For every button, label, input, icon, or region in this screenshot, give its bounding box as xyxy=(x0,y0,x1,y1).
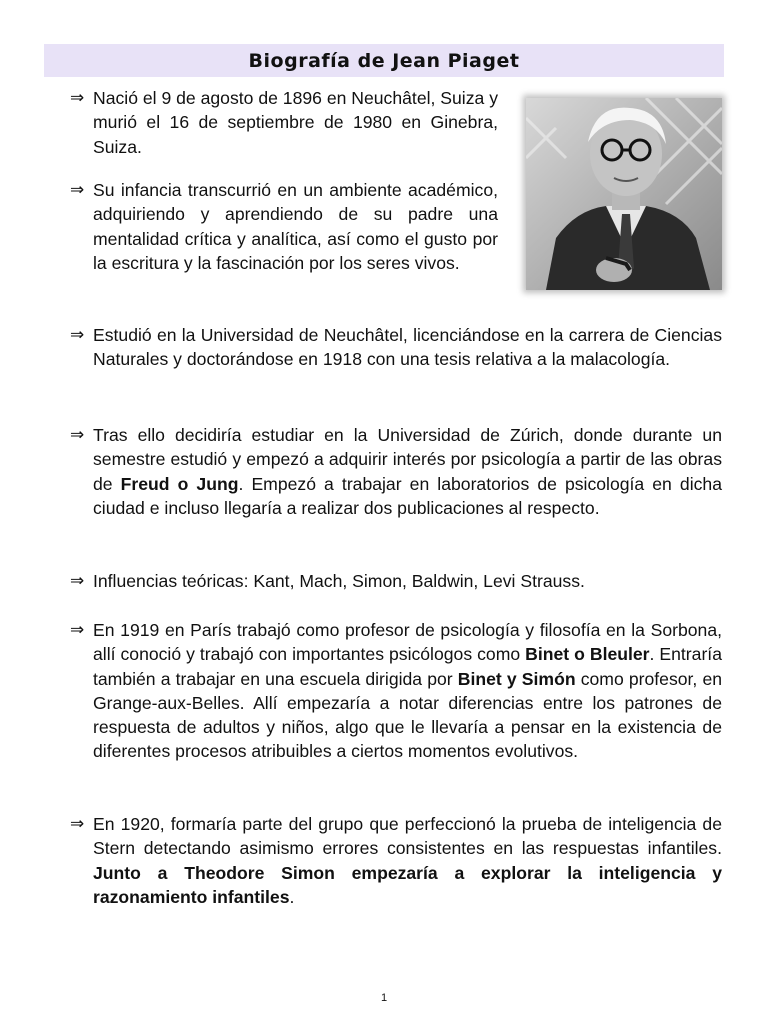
text-run: Nació el 9 de agosto de 1896 en Neuchâtel, Suiza y murió el 16 de septiembre de 1980 en Ginebra, Suiza. xyxy=(93,88,498,157)
text-run: . xyxy=(289,886,295,907)
text-run: . Empezó a trabajar en laboratorios de psicología en dicha ciudad e incluso llegaría a realizar dos publicaciones al respecto. xyxy=(93,473,722,518)
paragraph-university xyxy=(70,323,722,372)
arrow-icon: ⇒ xyxy=(70,814,85,834)
arrow-icon: ⇒ xyxy=(70,180,85,200)
text-run: En 1919 en París trabajó como profesor de psicología y filosofía en la Sorbona, allí conoció y trabajó con importantes psicólogos como xyxy=(93,620,722,665)
arrow-icon: ⇒ xyxy=(70,88,85,108)
paragraph-text xyxy=(93,178,498,275)
paragraph-childhood xyxy=(70,178,498,275)
text-run: como profesor, en Grange-aux-Belles. Allí empezaría a notar diferencias entre los patrones de respuesta de adultos y niños, algo que le llevaría a pensar en la existencia de diferentes procesos atribuibles a ciertos momentos evolutivos. xyxy=(93,668,723,762)
page-number: 1 xyxy=(380,992,388,1004)
paragraph-zurich xyxy=(70,423,722,520)
arrow-icon: ⇒ xyxy=(70,425,85,445)
paragraph-text xyxy=(93,423,722,520)
arrow-icon: ⇒ xyxy=(70,620,85,640)
portrait-photo xyxy=(526,98,722,290)
paragraph-1920 xyxy=(70,812,722,909)
text-run: Su infancia transcurrió en un ambiente académico, adquiriendo y aprendiendo de su padre una mentalidad crítica y analítica, así como el gusto por la escritura y la fascinación por los seres vivos. xyxy=(93,180,498,273)
text-run: Estudió en la Universidad de Neuchâtel, licenciándose en la carrera de Ciencias Naturales y doctorándose en 1918 con una tesis relativa a la malacología. xyxy=(93,325,722,370)
paragraph-paris xyxy=(70,618,722,764)
paragraph-influences xyxy=(70,569,722,593)
bold-text: Binet y Simón xyxy=(457,668,576,689)
bold-text: Binet o Bleuler xyxy=(525,644,650,665)
paragraph-birth xyxy=(70,86,498,159)
page-title: Biografía de Jean Piaget xyxy=(248,49,520,72)
bold-text: Junto a Theodore Simon empezaría a explorar la inteligencia y razonamiento infantiles xyxy=(93,862,722,907)
paragraph-text xyxy=(93,569,722,593)
text-run: . Entraría también a trabajar en una escuela dirigida por xyxy=(93,644,722,689)
arrow-icon: ⇒ xyxy=(70,325,85,345)
paragraph-text xyxy=(93,323,722,372)
text-run: Influencias teóricas: Kant, Mach, Simon, Baldwin, Levi Strauss. xyxy=(93,571,585,591)
bold-text: Freud o Jung xyxy=(120,473,239,494)
text-run: En 1920, formaría parte del grupo que perfeccionó la prueba de inteligencia de Stern detectando asimismo errores consistentes en las respuestas infantiles. xyxy=(93,814,722,859)
portrait-image xyxy=(526,98,722,290)
text-run: Tras ello decidiría estudiar en la Universidad de Zúrich, donde durante un semestre estudió y empezó a adquirir interés por psicología a partir de las obras de xyxy=(93,425,722,494)
arrow-icon: ⇒ xyxy=(70,571,85,591)
paragraph-text xyxy=(93,618,722,764)
paragraph-text xyxy=(93,86,498,159)
title-bar xyxy=(44,44,724,77)
paragraph-text xyxy=(93,812,722,909)
